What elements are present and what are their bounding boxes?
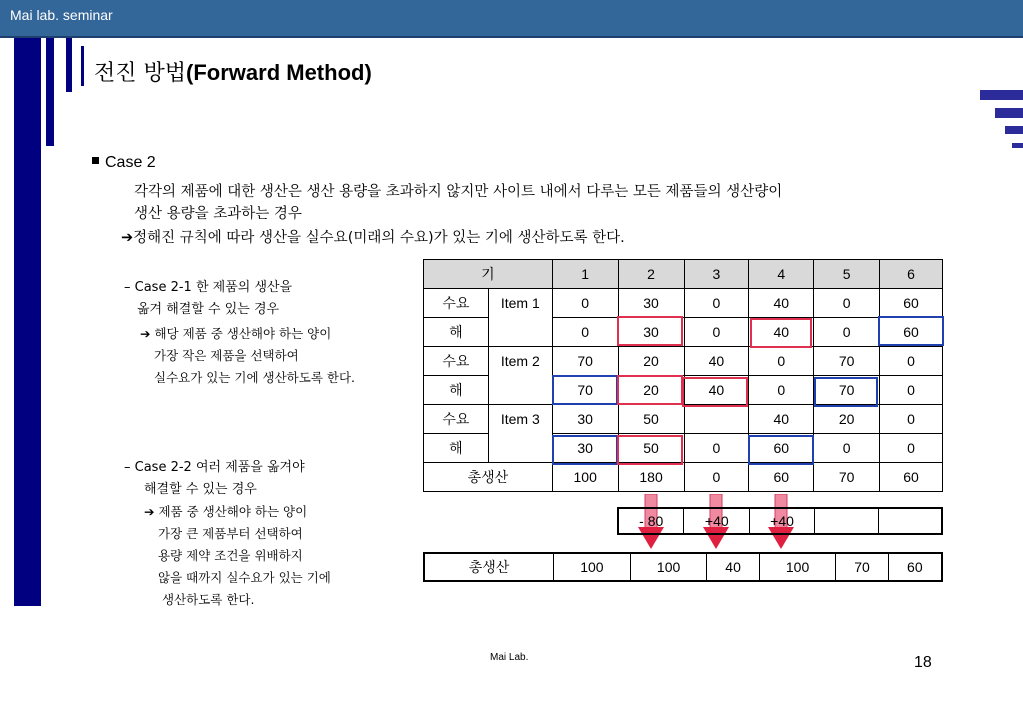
footer-center-label: Mai Lab. (490, 652, 529, 663)
description-line-2: 생산 용량을 초과하는 경우 (134, 206, 302, 222)
table-cell: 0 (749, 347, 814, 376)
total-row (424, 463, 943, 492)
adjust-cell: +40 (684, 508, 750, 534)
table-cell: 0 (880, 376, 943, 405)
table-cell (684, 405, 749, 434)
total-cell: 70 (814, 463, 880, 492)
total-cell: 100 (552, 463, 618, 492)
table-cell: 20 (618, 347, 684, 376)
result-cell: 100 (759, 553, 836, 581)
period-label: 기 (424, 260, 553, 289)
item-name (488, 405, 552, 463)
slide-title (94, 56, 372, 87)
table-cell: 40 (684, 347, 749, 376)
right-accent-bar-3 (1005, 126, 1023, 134)
rule-text: 정해진 규칙에 따라 생산을 실수요(미래의 수요)가 있는 기에 생산하도록 한다. (133, 230, 625, 246)
table-cell: 70 (814, 347, 880, 376)
table-row (424, 289, 943, 318)
item-name (488, 289, 552, 347)
case21-line4: 가장 작은 제품을 선택하여 (154, 348, 299, 363)
case21-line2: 옮겨 해결할 수 있는 경우 (137, 302, 280, 317)
highlight-box-blue (748, 435, 814, 465)
table-cell: 0 (684, 434, 749, 463)
period-cell: 1 (552, 260, 618, 289)
case21-line3: ➔ 해당 제품 중 생산해야 하는 양이 (140, 326, 332, 341)
case22-line6: 않을 때까지 실수요가 있는 기에 (158, 570, 331, 585)
highlight-box-blue (878, 316, 944, 346)
description-line-1: 각각의 제품에 대한 생산은 생산 용량을 초과하지 않지만 사이트 내에서 다루는 모든 제품들의 생산량이 (134, 184, 783, 200)
table-cell: 70 (552, 376, 618, 405)
item-name-text: Item 1 (500, 295, 540, 311)
header-title: Mai lab. seminar (10, 7, 113, 23)
case22-line5: 용량 제약 조건을 위배하지 (158, 548, 303, 563)
period-cell: 3 (684, 260, 749, 289)
table-cell: 0 (749, 376, 814, 405)
row-label: 수요 (424, 289, 489, 318)
highlight-box-red (617, 375, 683, 405)
item-name-text: Item 2 (500, 353, 540, 369)
adjust-cell: +40 (750, 508, 815, 534)
case22-line2: 해결할 수 있는 경우 (144, 482, 257, 497)
highlight-box-blue (814, 377, 878, 407)
case-heading-text: Case 2 (105, 154, 156, 171)
table-cell: 30 (618, 318, 684, 347)
right-accent-bar-1 (980, 90, 1023, 100)
table-cell: 60 (749, 434, 814, 463)
table-cell: 0 (684, 289, 749, 318)
table-cell: 40 (749, 318, 814, 347)
table-cell: 0 (880, 405, 943, 434)
case21-line5: 실수요가 있는 기에 생산하도록 한다. (154, 370, 355, 385)
production-table (423, 259, 943, 492)
table-row (424, 347, 943, 376)
adjustment-table (617, 507, 943, 535)
table-cell: 70 (552, 347, 618, 376)
bullet-square-icon (92, 157, 99, 164)
header-divider (0, 36, 1023, 38)
row-label: 해 (424, 376, 489, 405)
table-cell: 50 (618, 434, 684, 463)
period-cell: 2 (618, 260, 684, 289)
table-cell: 0 (814, 318, 880, 347)
highlight-box-blue (552, 375, 618, 405)
case21-line1: – Case 2-1 한 제품의 생산을 (124, 280, 293, 295)
case22-line1: – Case 2-2 여러 제품을 옮겨야 (124, 460, 305, 475)
row-label: 수요 (424, 405, 489, 434)
period-cell: 4 (749, 260, 814, 289)
row-label: 해 (424, 318, 489, 347)
table-cell: 30 (552, 405, 618, 434)
right-accent-bar-2 (995, 108, 1023, 118)
page-number: 18 (914, 654, 932, 671)
case22-line4: 가장 큰 제품부터 선택하여 (158, 526, 303, 541)
result-cell: 100 (554, 553, 631, 581)
table-cell: 70 (814, 376, 880, 405)
rule-line (121, 226, 625, 247)
highlight-box-red (750, 318, 812, 348)
table-cell: 40 (749, 289, 814, 318)
highlight-box-blue (552, 435, 618, 465)
total-cell: 60 (880, 463, 943, 492)
total-cell: 180 (618, 463, 684, 492)
header-bar (0, 0, 1023, 36)
adjust-cell (878, 508, 942, 534)
adjustment-row (618, 508, 942, 534)
table-row (424, 405, 943, 434)
title-english: (Forward Method) (186, 60, 372, 85)
result-label: 총생산 (424, 553, 554, 581)
row-label: 수요 (424, 347, 489, 376)
adjust-cell (814, 508, 878, 534)
period-cell: 6 (880, 260, 943, 289)
table-cell: 0 (552, 289, 618, 318)
table-cell: 30 (552, 434, 618, 463)
table-cell: 0 (880, 347, 943, 376)
adjust-cell: - 80 (618, 508, 684, 534)
table-cell: 0 (814, 434, 880, 463)
table-cell: 0 (684, 318, 749, 347)
left-thin-bar-3 (81, 46, 84, 86)
total-cell: 60 (749, 463, 814, 492)
table-cell: 50 (618, 405, 684, 434)
case22-line7: 생산하도록 한다. (162, 592, 255, 607)
table-cell: 60 (880, 289, 943, 318)
total-cell: 0 (684, 463, 749, 492)
table-cell: 0 (814, 289, 880, 318)
right-accent-bar-4 (1012, 143, 1023, 148)
period-header-row (424, 260, 943, 289)
highlight-box-red (682, 377, 748, 407)
table-cell: 60 (880, 318, 943, 347)
highlight-box-red (617, 435, 683, 465)
result-cell: 60 (888, 553, 942, 581)
item-name (488, 347, 552, 405)
title-korean: 전진 방법 (94, 61, 187, 86)
period-cell: 5 (814, 260, 880, 289)
case-heading (92, 154, 156, 172)
table-cell: 20 (618, 376, 684, 405)
left-accent-bar (14, 38, 41, 606)
result-table (423, 552, 943, 582)
highlight-box-red (617, 316, 683, 346)
result-cell: 40 (707, 553, 759, 581)
item-name-text: Item 3 (500, 411, 540, 427)
table-cell: 20 (814, 405, 880, 434)
left-thin-bar-1 (46, 38, 54, 146)
table-cell: 0 (552, 318, 618, 347)
result-row (424, 553, 942, 581)
result-cell: 70 (836, 553, 888, 581)
case22-line3: ➔ 제품 중 생산해야 하는 양이 (144, 504, 308, 519)
left-thin-bar-2 (66, 38, 72, 92)
row-label: 해 (424, 434, 489, 463)
right-arrow-icon: ➔ (121, 230, 134, 246)
table-cell: 40 (684, 376, 749, 405)
table-cell: 40 (749, 405, 814, 434)
table-cell: 30 (618, 289, 684, 318)
result-cell: 100 (630, 553, 707, 581)
table-cell: 0 (880, 434, 943, 463)
total-label: 총생산 (424, 463, 553, 492)
